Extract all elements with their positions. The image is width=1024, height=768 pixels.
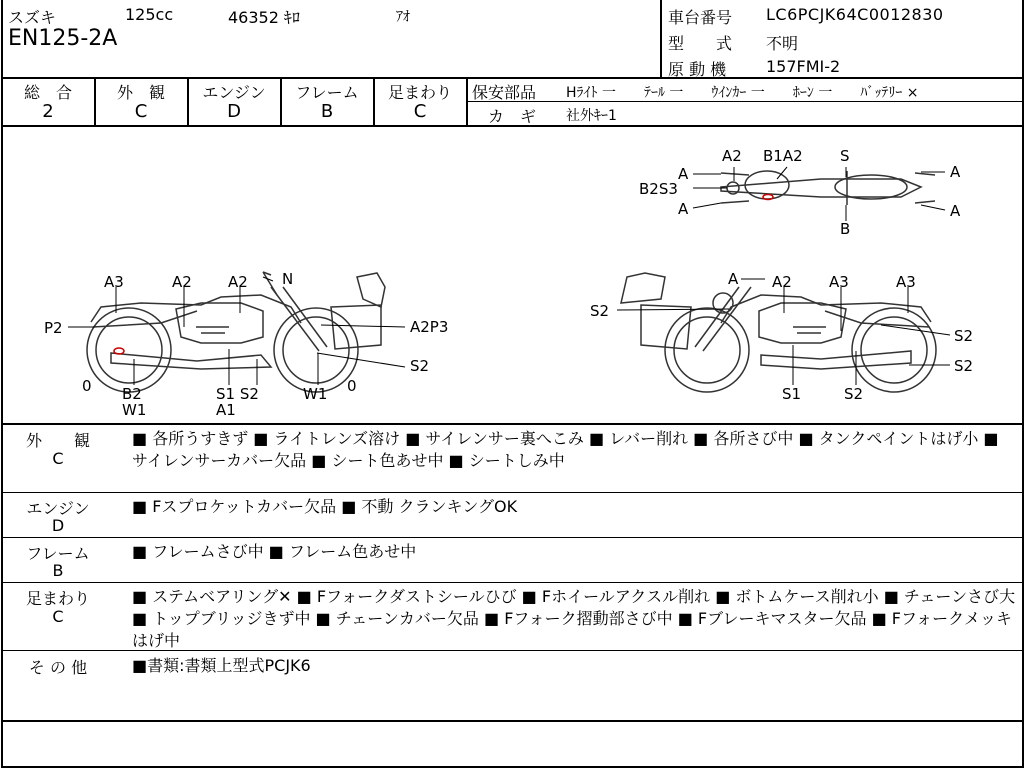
damage-marker-top xyxy=(763,195,773,200)
grade-overall-label: 総 合 xyxy=(23,83,72,102)
color: ｱｵ xyxy=(396,9,410,25)
grade-exterior-label: 外 観 xyxy=(116,83,165,102)
label-top-s: S xyxy=(840,147,850,165)
grade-suspension-label: 足まわり xyxy=(387,83,452,102)
sec-line-1 xyxy=(1,492,1022,493)
engine-label: 原 動 機 xyxy=(668,60,727,79)
section-suspension-grade: C xyxy=(52,607,64,626)
key-label: カ ギ xyxy=(488,107,537,126)
label-top-a2: A2 xyxy=(722,147,742,165)
label-left-w1b: W1 xyxy=(303,385,328,403)
safety-label: 保安部品 xyxy=(472,83,537,102)
label-left-a2a: A2 xyxy=(172,273,192,291)
label-left-a2b: A2 xyxy=(228,273,248,291)
label-top-a-right2: A xyxy=(950,202,961,220)
label-right-s2r2: S2 xyxy=(954,357,974,375)
label-right-s2r1: S2 xyxy=(954,327,974,345)
top-view-bike-drawing xyxy=(721,171,935,205)
grade-engine-label: エンジン xyxy=(202,83,266,102)
label-left-p2: P2 xyxy=(44,319,63,337)
label-top-b1a2: B1A2 xyxy=(763,147,803,165)
label-left-s2: S2 xyxy=(410,357,430,375)
label-left-zero2: 0 xyxy=(347,377,357,395)
label-left-a3: A3 xyxy=(104,273,124,291)
label-left-zero1: 0 xyxy=(82,377,92,395)
sec-line-5 xyxy=(1,720,1022,722)
label-right-a3b: A3 xyxy=(896,273,916,291)
header-bottom-line xyxy=(1,77,1022,79)
grade-suspension-value: C xyxy=(413,101,427,122)
label-top-a-left1: A xyxy=(678,165,689,183)
label-right-s2b: S2 xyxy=(844,385,864,403)
section-frame-grade: B xyxy=(52,561,64,580)
frame-no-value: LC6PCJK64C0012830 xyxy=(766,5,944,24)
safety-items: Hﾗｲﾄ 一 ﾃｰﾙ 一 ｳｲﾝｶｰ 一 ﾎｰﾝ 一 ﾊﾞｯﾃﾘｰ × xyxy=(566,85,919,101)
grade-sep-5 xyxy=(466,78,468,126)
frame-no-label: 車台番号 xyxy=(668,8,733,27)
section-other-text: ■書類:書類上型式PCJK6 xyxy=(132,656,311,675)
section-exterior-grade: C xyxy=(52,449,64,468)
section-frame-text: ■ フレームさび中 ■ フレーム色あせ中 xyxy=(132,542,417,561)
section-frame-label: フレーム xyxy=(26,544,90,563)
label-right-s1: S1 xyxy=(782,385,802,403)
label-left-a1: A1 xyxy=(216,401,236,419)
displacement: 125cc xyxy=(125,5,174,24)
grade-frame-value: B xyxy=(320,101,334,122)
sec-line-2 xyxy=(1,537,1022,538)
mileage: 46352 ｷﾛ xyxy=(228,8,300,27)
label-left-a2p3: A2P3 xyxy=(410,318,449,336)
grade-engine-value: D xyxy=(227,101,241,122)
header-divider xyxy=(660,0,662,78)
sec-line-3 xyxy=(1,582,1022,583)
section-suspension-label: 足まわり xyxy=(25,589,90,608)
label-right-a3a: A3 xyxy=(829,273,849,291)
section-other-label: そ の 他 xyxy=(28,658,88,677)
label-left-n: N xyxy=(282,270,294,288)
label-right-s2l: S2 xyxy=(590,302,610,320)
section-engine-text: ■ Fスプロケットカバー欠品 ■ 不動 クランキングOK xyxy=(132,497,518,516)
type-value: 不明 xyxy=(766,34,799,53)
model-name: EN125-2A xyxy=(8,26,118,51)
label-right-a: A xyxy=(728,270,739,288)
label-top-a-left2: A xyxy=(678,200,689,218)
maker-name: スズキ xyxy=(8,8,57,27)
grade-overall-value: 2 xyxy=(42,101,54,122)
label-left-b2: B2 xyxy=(122,385,142,403)
type-label: 型 式 xyxy=(668,34,733,53)
section-engine-grade: D xyxy=(51,516,65,535)
engine-model-value: 157FMI-2 xyxy=(766,57,841,76)
damage-diagram xyxy=(1,127,1021,423)
label-top-b2s3: B2S3 xyxy=(639,180,678,198)
label-top-a-right1: A xyxy=(950,163,961,181)
label-right-a2: A2 xyxy=(772,273,792,291)
section-exterior-label: 外 観 xyxy=(25,431,90,450)
key-value: 社外ｷｰ1 xyxy=(566,108,617,124)
section-suspension-text: ■ ステムベアリング✕ ■ Fフォークダストシールひび ■ Fホイールアクスル削れ ■ ボトムケース削れ小 ■ チェーンさび大 ■ トップブリッジきず中 ■ チェーンカバー欠品 ■ Fフォーク摺動部さび中 ■ Fブレーキマスター欠品 ■ Fフォークメッキはげ中 xyxy=(132,587,1016,650)
section-exterior-text: ■ 各所うすきず ■ ライトレンズ溶け ■ サイレンサー裏へこみ ■ レバー削れ ■ 各所さび中 ■ タンクペイントはげ小 ■ サイレンサーカバー欠品 ■ シート色あせ中 ■ シートしみ中 xyxy=(132,429,999,470)
grade-exterior-value: C xyxy=(134,101,148,122)
grade-frame-label: フレーム xyxy=(295,83,359,102)
section-engine-label: エンジン xyxy=(26,499,90,518)
diagram-bottom-line xyxy=(1,423,1022,425)
label-left-s1s2: S1 S2 xyxy=(216,385,259,403)
label-left-w1a: W1 xyxy=(122,401,147,419)
label-top-b: B xyxy=(840,220,851,238)
